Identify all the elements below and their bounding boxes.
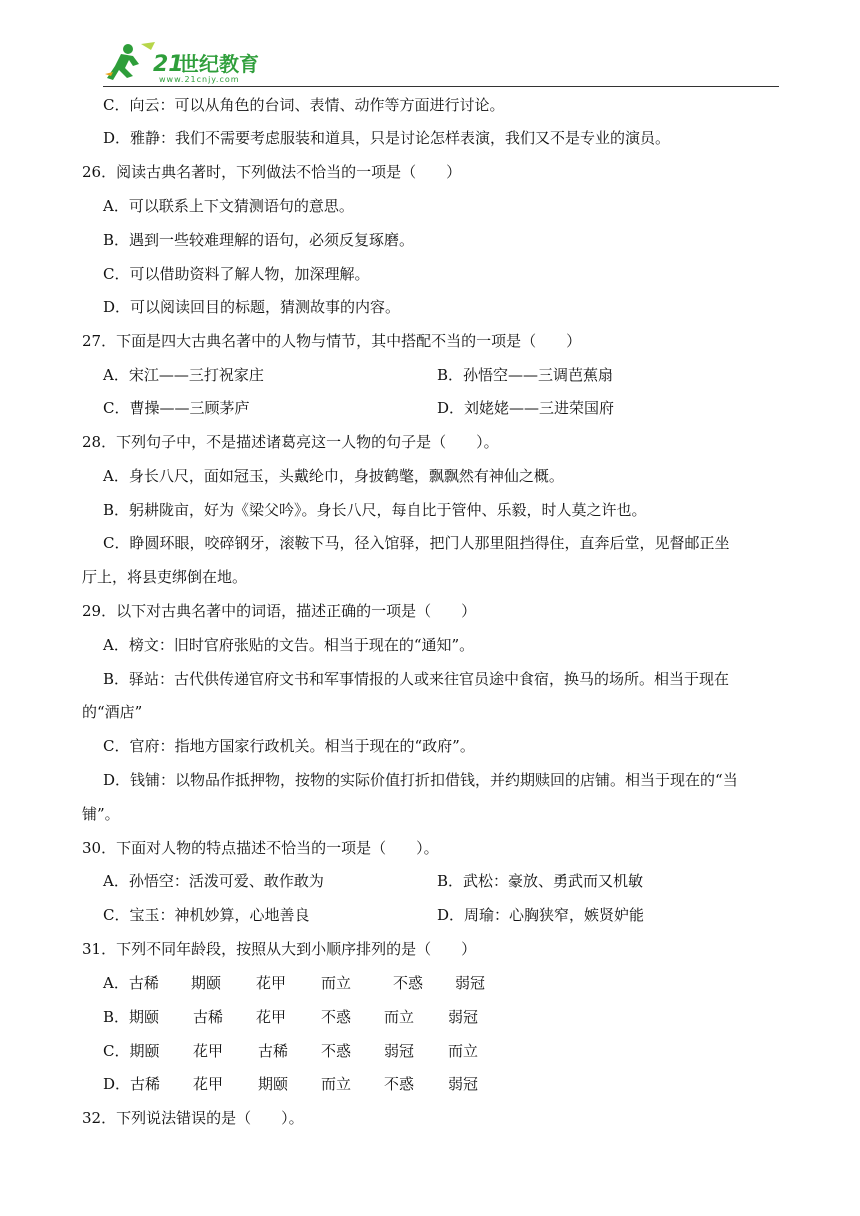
age-term: 古稀 <box>258 1042 289 1060</box>
age-term: 不惑 <box>321 1042 352 1060</box>
question-32: 32．下列说法错误的是（ ）。 <box>82 1109 304 1127</box>
option-b: B．孙悟空——三调芭蕉扇 <box>437 366 614 384</box>
age-term: 花甲 <box>193 1042 224 1060</box>
question-30: 30．下面对人物的特点描述不恰当的一项是（ ）。 <box>82 839 439 857</box>
option-b: B．遇到一些较难理解的语句，必须反复琢磨。 <box>103 231 415 249</box>
age-term: 而立 <box>321 1075 352 1093</box>
question-31: 31．下列不同年龄段，按照从大到小顺序排列的是（ ） <box>82 940 477 958</box>
option-b: B．躬耕陇亩，好为《梁父吟》。身长八尺，每自比于管仲、乐毅，时人莫之许也。 <box>103 501 647 519</box>
age-term: 期颐 <box>191 974 222 992</box>
option-a: A．孙悟空：活泼可爱、敢作敢为 <box>103 872 324 890</box>
age-term: 不惑 <box>384 1075 415 1093</box>
question-29: 29．以下对古典名著中的词语，描述正确的一项是（ ） <box>82 602 477 620</box>
option-d: D．刘姥姥——三进荣国府 <box>437 399 615 417</box>
age-term: 而立 <box>448 1042 479 1060</box>
option-b: B．驿站：古代供传递官府文书和军事情报的人或来往官员途中食宿，换马的场所。相当于现在 <box>103 670 730 688</box>
age-term: 期颐 <box>258 1075 289 1093</box>
option-a: A．榜文：旧时官府张贴的文告。相当于现在的“通知”。 <box>103 636 475 654</box>
option-a: A．身长八尺，面如冠玉，头戴纶巾，身披鹤氅，飘飘然有神仙之概。 <box>103 467 564 485</box>
age-term: 而立 <box>384 1008 415 1026</box>
age-term: 弱冠 <box>384 1042 415 1060</box>
age-term: 花甲 <box>256 1008 287 1026</box>
age-term: 花甲 <box>256 974 287 992</box>
option-b: B．武松：豪放、勇武而又机敏 <box>437 872 644 890</box>
age-term: 弱冠 <box>455 974 486 992</box>
option-d-continued: 铺”。 <box>82 805 120 823</box>
question-27: 27．下面是四大古典名著中的人物与情节，其中搭配不当的一项是（ ） <box>82 332 582 350</box>
age-term: 花甲 <box>193 1075 224 1093</box>
age-term: C．期颐 <box>103 1042 160 1060</box>
option-c: C．宝玉：神机妙算，心地善良 <box>103 906 310 924</box>
age-term: 古稀 <box>193 1008 224 1026</box>
age-term: 不惑 <box>321 1008 352 1026</box>
age-term: B．期颐 <box>103 1008 160 1026</box>
option-c: C．曹操——三顾茅庐 <box>103 399 250 417</box>
option-b-continued: 的“酒店” <box>82 703 143 721</box>
option-a: A．可以联系上下文猜测语句的意思。 <box>103 197 354 215</box>
question-28: 28．下列句子中，不是描述诸葛亮这一人物的句子是（ ）。 <box>82 433 499 451</box>
age-term: D．古稀 <box>103 1075 161 1093</box>
svg-text:世纪教育: 世纪教育 <box>179 52 259 76</box>
option-d: D．可以阅读回目的标题，猜测故事的内容。 <box>103 298 401 316</box>
age-term: 弱冠 <box>448 1075 479 1093</box>
option-d: D．钱铺：以物品作抵押物，按物的实际价值打折扣借钱，并约期赎回的店铺。相当于现在的“当 <box>103 771 738 789</box>
svg-text:www.21cnjy.com: www.21cnjy.com <box>159 75 240 84</box>
option-c: C．官府：指地方国家行政机关。相当于现在的“政府”。 <box>103 737 475 755</box>
age-term: 弱冠 <box>448 1008 479 1026</box>
option-a: A．宋江——三打祝家庄 <box>103 366 264 384</box>
age-term: A．古稀 <box>103 974 159 992</box>
svg-text:21: 21 <box>153 52 184 77</box>
age-term: 而立 <box>321 974 352 992</box>
option-d: D．周瑜：心胸狭窄，嫉贤妒能 <box>437 906 645 924</box>
option-c: C．向云：可以从角色的台词、表情、动作等方面进行讨论。 <box>103 96 505 114</box>
option-c: C．睁圆环眼，咬碎钢牙，滚鞍下马，径入馆驿，把门人那里阻挡得住，直奔后堂，见督邮正坐 <box>103 534 730 552</box>
option-c: C．可以借助资料了解人物，加深理解。 <box>103 265 370 283</box>
option-d: D．雅静：我们不需要考虑服装和道具，只是讨论怎样表演，我们又不是专业的演员。 <box>103 129 671 147</box>
question-26: 26．阅读古典名著时，下列做法不恰当的一项是（ ） <box>82 163 462 181</box>
option-c-continued: 厅上，将县吏绑倒在地。 <box>82 568 248 586</box>
age-term: 不惑 <box>393 974 424 992</box>
